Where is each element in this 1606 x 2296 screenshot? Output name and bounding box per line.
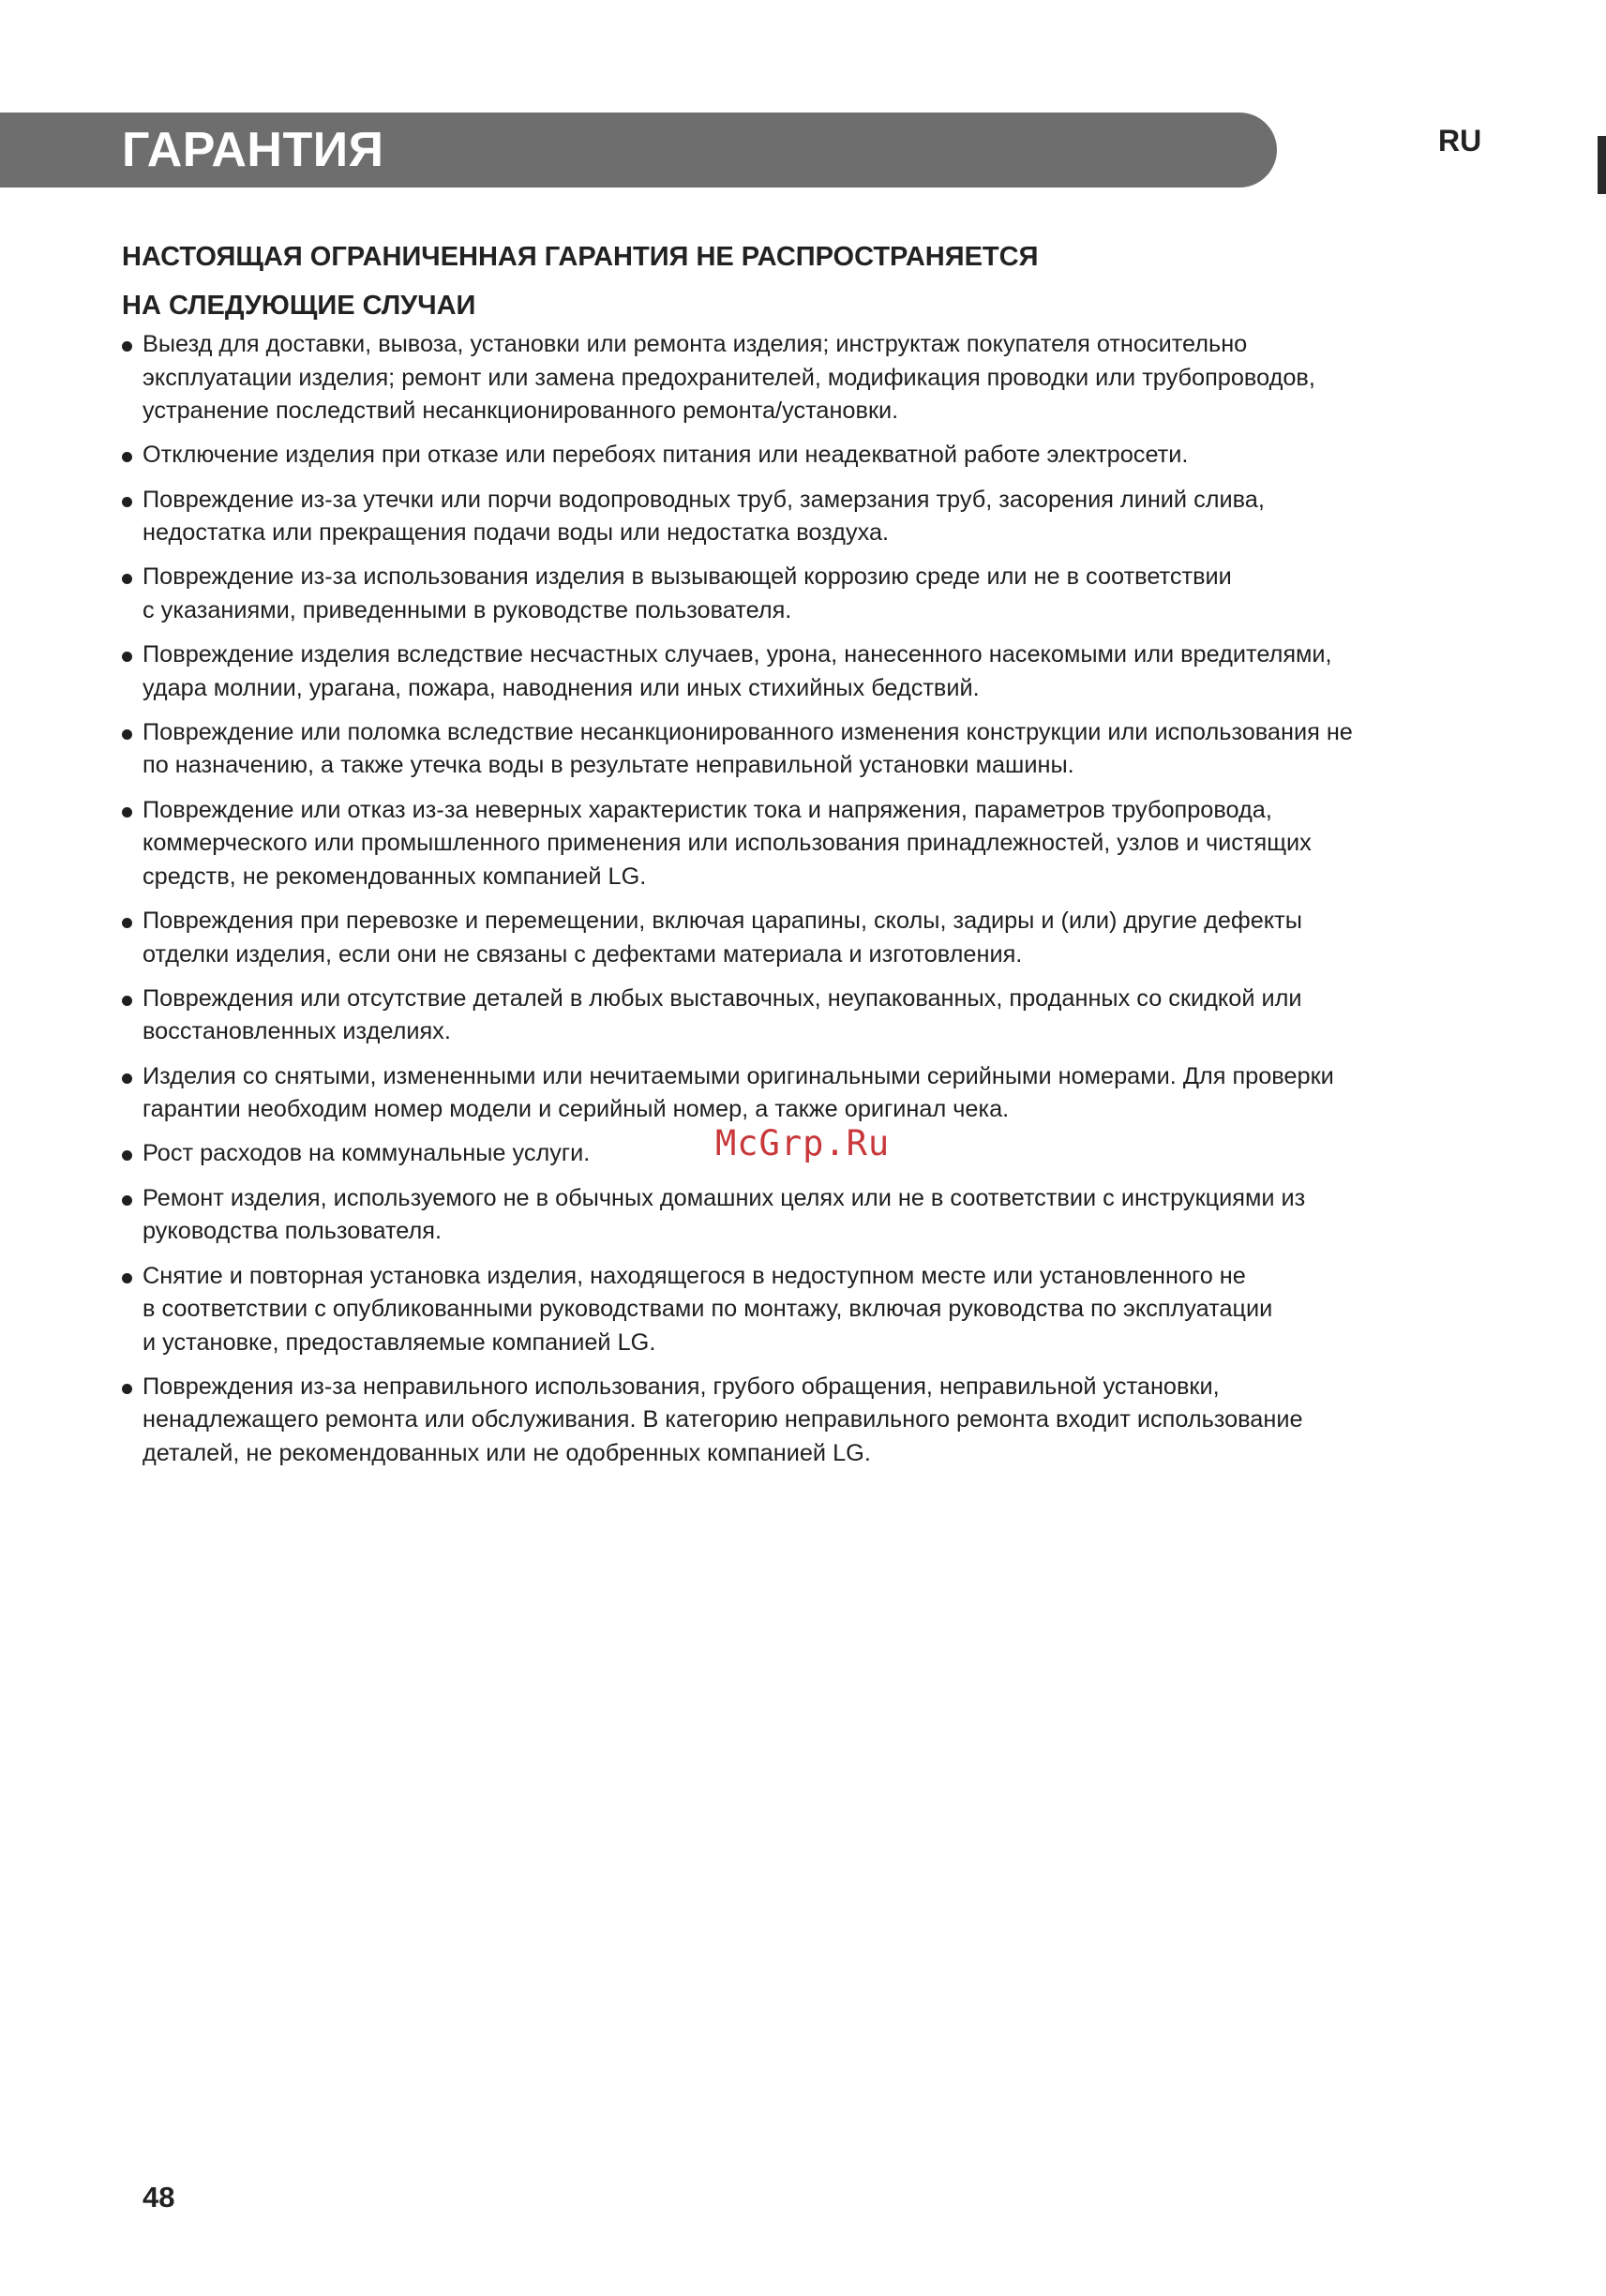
list-item	[120, 561, 1489, 627]
bullet-icon	[122, 574, 132, 584]
bullet-icon	[122, 452, 132, 462]
list-item-line: Выезд для доставки, вывоза, установки или ремонта изделия; инструктаж покупателя относительно	[143, 331, 1248, 357]
list-item-line: недостатка или прекращения подачи воды или недостатка воздуха.	[143, 519, 890, 547]
list-item	[120, 638, 1489, 705]
list-item-line: и установке, предоставляемые компанией LG.	[143, 1328, 656, 1356]
list-item-line: Рост расходов на коммунальные услуги.	[143, 1140, 591, 1167]
list-item	[120, 328, 1489, 428]
language-tag: RU	[1438, 124, 1482, 158]
list-item	[120, 983, 1489, 1049]
exclusion-list	[120, 328, 1489, 1481]
list-item-line: руководства пользователя.	[143, 1218, 442, 1245]
list-item-line: гарантии необходим номер модели и серийный номер, а также оригинал чека.	[143, 1096, 1010, 1123]
bullet-icon	[122, 1150, 132, 1161]
list-item-line: устранение последствий несанкционированного ремонта/установки.	[143, 398, 899, 424]
list-item-line: в соответствии с опубликованными руководствами по монтажу, включая руководства по эксплуатации	[143, 1296, 1273, 1323]
list-item-line: Повреждение изделия вследствие несчастных случаев, урона, нанесенного насекомыми или вредителями,	[143, 641, 1332, 668]
bullet-icon	[122, 1195, 132, 1206]
list-item-line: эксплуатации изделия; ремонт или замена предохранителей, модификация проводки или трубопроводов,	[143, 364, 1315, 391]
list-item	[120, 1371, 1489, 1471]
bullet-icon	[122, 807, 132, 818]
title-bar	[0, 113, 1277, 188]
list-item-line: Повреждение из-за использования изделия в вызывающей коррозию среде или не в соответствии	[143, 563, 1232, 591]
bullet-icon	[122, 497, 132, 507]
list-item-line: Повреждение или поломка вследствие несанкционированного изменения конструкции или использования не	[143, 718, 1353, 745]
list-item-line: Повреждения или отсутствие деталей в любых выставочных, неупакованных, проданных со скидкой или	[143, 984, 1302, 1012]
list-item-line: отделки изделия, если они не связаны с дефектами материала и изготовления.	[143, 940, 1023, 968]
list-item	[120, 484, 1489, 550]
list-item-line: Отключение изделия при отказе или перебоях питания или неадекватной работе электросети.	[143, 442, 1189, 469]
bullet-icon	[122, 1073, 132, 1084]
list-item-line: с указаниями, приведенными в руководстве пользователя.	[143, 596, 792, 623]
section-heading-line-1: НАСТОЯЩАЯ ОГРАНИЧЕННАЯ ГАРАНТИЯ НЕ РАСПРОСТРАНЯЕТСЯ	[122, 242, 1039, 272]
watermark: McGrp.Ru	[715, 1123, 891, 1163]
list-item-line: Ремонт изделия, используемого не в обычных домашних целях или не в соответствии с инструкциями из	[143, 1184, 1306, 1211]
list-item-line: Снятие и повторная установка изделия, находящегося в недоступном месте или установленного не	[143, 1262, 1246, 1289]
page-title: ГАРАНТИЯ	[122, 123, 384, 177]
bullet-icon	[122, 729, 132, 740]
list-item-line: Повреждения при перевозке и перемещении, включая царапины, сколы, задиры и (или) другие дефекты	[143, 908, 1302, 935]
list-item	[120, 439, 1489, 473]
list-item-line: Повреждения из-за неправильного использования, грубого обращения, неправильной установки,	[143, 1373, 1220, 1400]
bullet-icon	[122, 996, 132, 1006]
list-item-line: по назначению, а также утечка воды в результате неправильной установки машины.	[143, 752, 1074, 779]
list-item-line: деталей, не рекомендованных или не одобренных компанией LG.	[143, 1439, 871, 1466]
list-item-line: удара молнии, урагана, пожара, наводнения или иных стихийных бедствий.	[143, 674, 980, 701]
list-item	[120, 905, 1489, 971]
page-number: 48	[143, 2181, 175, 2213]
bullet-icon	[122, 918, 132, 928]
list-item-line: восстановленных изделиях.	[143, 1018, 451, 1045]
list-item	[120, 1060, 1489, 1127]
bullet-icon	[122, 341, 132, 352]
bullet-icon	[122, 1273, 132, 1283]
section-heading	[122, 233, 1453, 330]
list-item-line: средств, не рекомендованных компанией LG.	[143, 863, 647, 890]
list-item-line: Повреждение из-за утечки или порчи водопроводных труб, замерзания труб, засорения линий слива,	[143, 486, 1265, 513]
list-item-line: Повреждение или отказ из-за неверных характеристик тока и напряжения, параметров трубопровода,	[143, 796, 1272, 823]
list-item	[120, 1260, 1489, 1360]
list-item-line: коммерческого или промышленного применения или использования принадлежностей, узлов и чистящих	[143, 830, 1312, 857]
bullet-icon	[122, 1384, 132, 1394]
list-item-line: ненадлежащего ремонта или обслуживания. В категорию неправильного ремонта входит использование	[143, 1406, 1303, 1433]
list-item-line: Изделия со снятыми, измененными или нечитаемыми оригинальными серийными номерами. Для проверки	[143, 1062, 1334, 1089]
list-item	[120, 1182, 1489, 1249]
section-heading-line-2: НА СЛЕДУЮЩИЕ СЛУЧАИ	[122, 291, 476, 321]
list-item	[120, 716, 1489, 783]
list-item	[120, 794, 1489, 894]
bullet-icon	[122, 652, 132, 662]
page-edge-marker	[1598, 136, 1606, 194]
